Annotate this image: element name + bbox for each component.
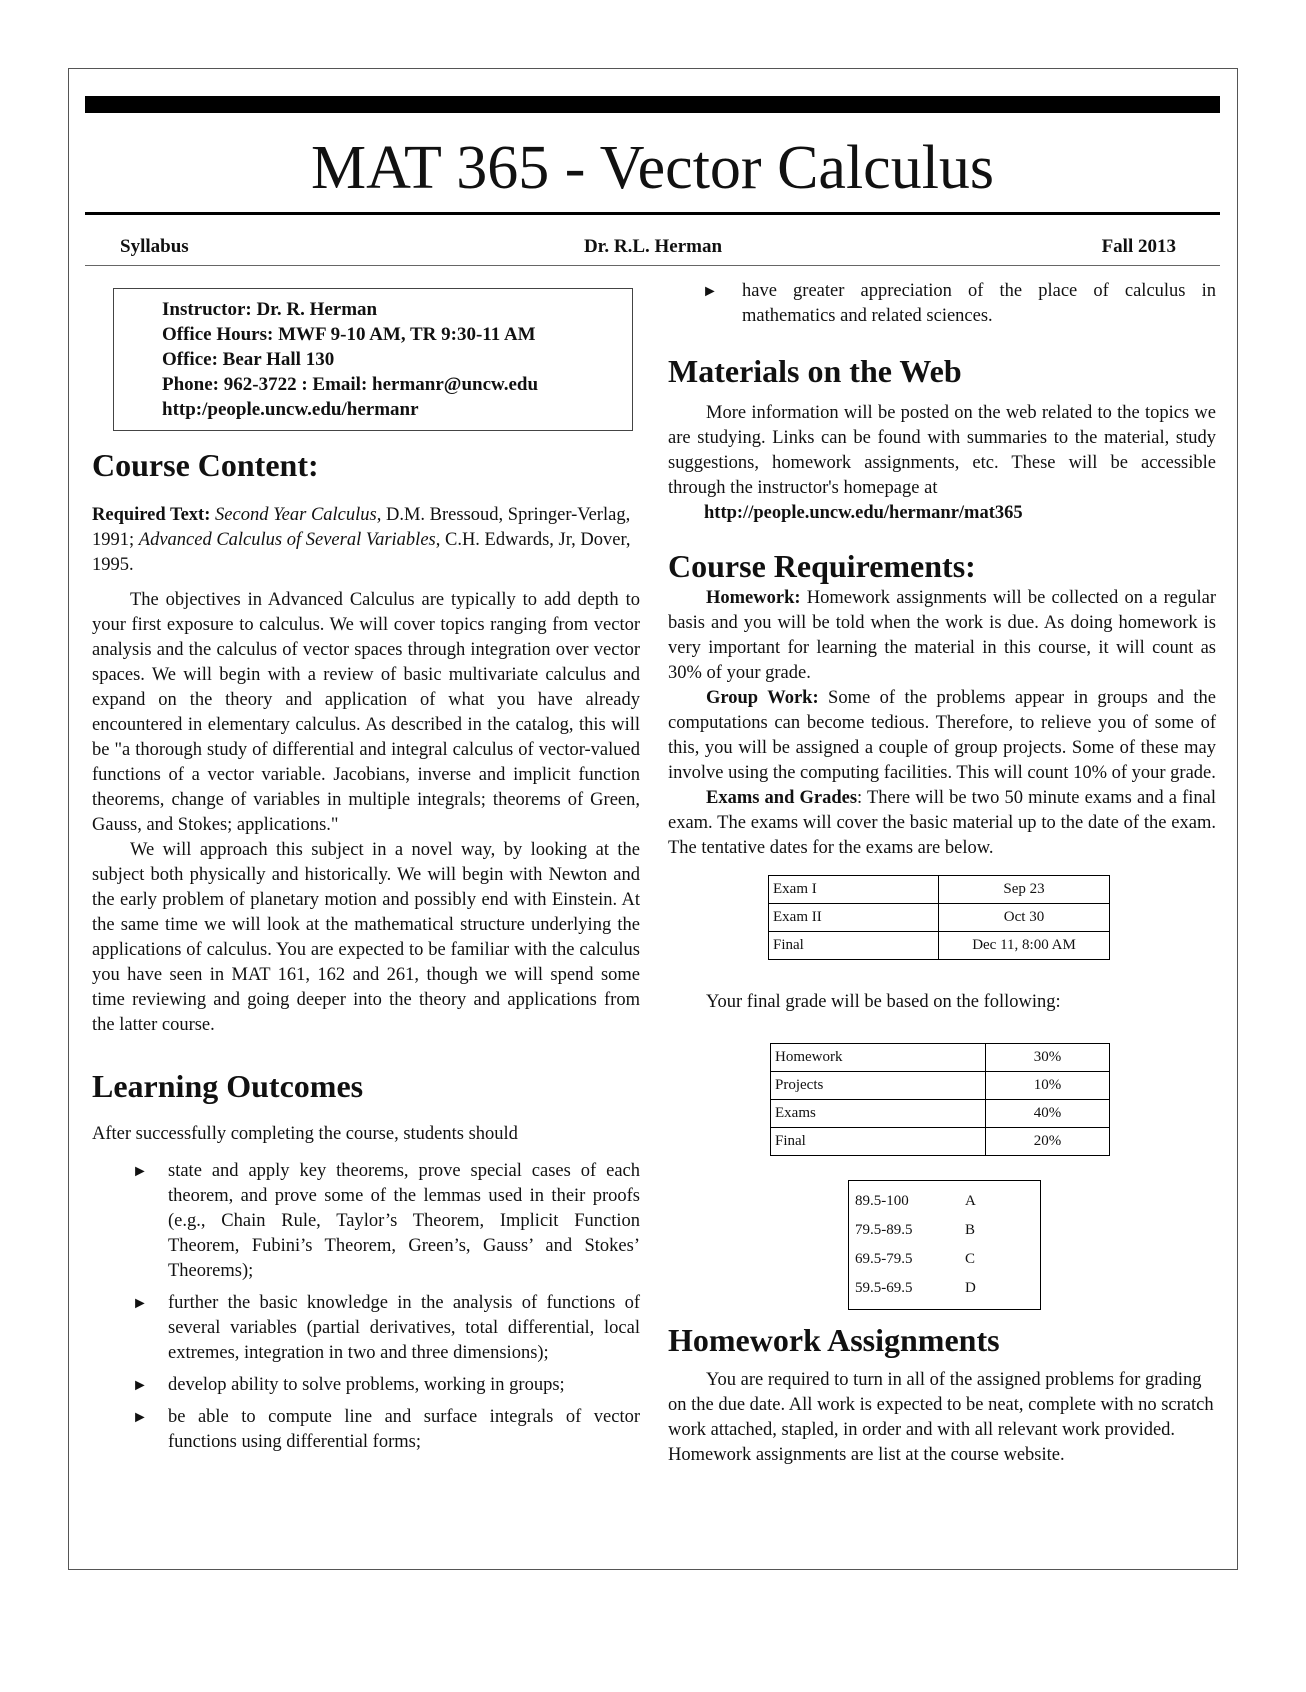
exam-dates-table (768, 875, 1110, 960)
exam-name: Exam II (769, 904, 939, 932)
list-item (92, 1159, 640, 1284)
requirements-heading: Course Requirements: (668, 548, 976, 584)
scale-range: 79.5-89.5 (855, 1222, 913, 1238)
table-row (769, 904, 1110, 932)
table-row (855, 1216, 1040, 1245)
group-work-paragraph (668, 686, 1216, 786)
outcome-text: further the basic knowledge in the analysis of functions of several variables (partial derivatives, total differential, local extremes, integration in two and three dimensions); (168, 1293, 640, 1363)
scale-range: 89.5-100 (855, 1193, 909, 1209)
weight-percent: 40% (986, 1100, 1110, 1128)
left-column (92, 288, 640, 1455)
grade-intro: Your final grade will be based on the following: (706, 992, 1061, 1012)
group-work-text: Some of the problems appear in groups and the computations can become tedious. Therefore, to relieve you of some of this, you will be assigned a couple of group projects. Some of these may involve using the computing facilities. This will count 10% of your grade. (668, 688, 1217, 783)
instructor-line: Instructor: Dr. R. Herman (162, 299, 378, 320)
weight-category: Homework (771, 1044, 986, 1072)
weight-category: Final (771, 1128, 986, 1156)
materials-text: More information will be posted on the web related to the topics we are studying. Links can be found with summaries to the material, study suggestions, homework assignments, etc. These will be accessible through the instructor's homepage at (668, 403, 1216, 498)
list-item (92, 1373, 640, 1398)
scale-letter: A (965, 1193, 976, 1209)
exams-paragraph (668, 786, 1216, 861)
book1-details: , D.M. Bressoud, Springer-Verlag, 1991; (92, 505, 631, 550)
table-row (769, 932, 1110, 960)
weight-percent: 10% (986, 1072, 1110, 1100)
instructor-info-box (113, 288, 633, 431)
weight-category: Exams (771, 1100, 986, 1128)
outcomes-list (92, 1159, 640, 1455)
outcomes-list-continued (668, 279, 1216, 329)
list-item (92, 1291, 640, 1366)
course-website-link[interactable]: http://people.uncw.edu/hermanr/mat365 (704, 503, 1023, 523)
subheader-rule (85, 265, 1220, 266)
table-row (855, 1187, 1040, 1216)
outcome-text: develop ability to solve problems, working in groups; (168, 1375, 565, 1395)
exam-date: Oct 30 (939, 904, 1110, 932)
homework-assignments-heading: Homework Assignments (668, 1322, 1000, 1358)
office-line: Office: Bear Hall 130 (162, 349, 335, 370)
page-title: MAT 365 - Vector Calculus (310, 134, 995, 202)
materials-heading: Materials on the Web (668, 353, 962, 389)
office-hours-line: Office Hours: MWF 9-10 AM, TR 9:30-11 AM (162, 324, 536, 345)
table-row (855, 1245, 1040, 1274)
header-bar (85, 96, 1220, 113)
list-item (92, 1405, 640, 1455)
table-row (771, 1044, 1110, 1072)
required-text-label: Required Text: (92, 505, 211, 525)
arrow-bullet-icon: ► (132, 1295, 148, 1312)
scale-range: 59.5-69.5 (855, 1280, 913, 1296)
exam-name: Exam I (769, 876, 939, 904)
subheader-left: Syllabus (120, 236, 189, 257)
phone-email-line: Phone: 962-3722 : Email: hermanr@uncw.edu (162, 374, 539, 395)
learning-outcomes-heading: Learning Outcomes (92, 1068, 364, 1104)
grade-scale-box (848, 1180, 1041, 1310)
table-row (769, 876, 1110, 904)
title-rule (85, 212, 1220, 215)
table-row (771, 1128, 1110, 1156)
grade-weights-table (770, 1043, 1110, 1156)
approach-paragraph: We will approach this subject in a novel way, by looking at the subject both physically and historically. We will begin with Newton and the early problem of planetary motion and possibly end with Einstein. At the same time we will look at the mathematical structure underlying the applications of calculus. You are expected to be familiar with the calculus you have seen in MAT 161, 162 and 261, though we will spend some time reviewing and going deeper into the theory and applications from the latter course. (92, 840, 640, 1035)
list-item (668, 279, 1216, 329)
scale-letter: B (965, 1222, 976, 1238)
arrow-bullet-icon: ► (132, 1377, 148, 1394)
outcomes-intro: After successfully completing the course, students should (92, 1124, 518, 1144)
table-row (771, 1072, 1110, 1100)
subheader-center: Dr. R.L. Herman (583, 236, 723, 257)
exam-date: Sep 23 (939, 876, 1110, 904)
homepage-link[interactable]: http:/people.uncw.edu/hermanr (162, 399, 419, 420)
book2-title: Advanced Calculus of Several Variables (138, 530, 436, 550)
arrow-bullet-icon: ► (702, 283, 718, 300)
outcome-text: have greater appreciation of the place of calculus in mathematics and related sciences. (742, 281, 1216, 326)
homework-label: Homework: (706, 588, 801, 608)
outcome-text: be able to compute line and surface integrals of vector functions using differential forms; (168, 1407, 640, 1452)
homework-assignments-text: You are required to turn in all of the assigned problems for grading on the due date. All work is expected to be neat, complete with no scratch work attached, stapled, in order and with all relevant work provided. Homework assignments are list at the course website. (668, 1370, 1214, 1465)
exams-label: Exams and Grades (706, 788, 858, 808)
required-text (92, 503, 640, 578)
table-row (855, 1274, 1040, 1303)
homework-text: Homework assignments will be collected on a regular basis and you will be told when the work is due. As doing homework is very important for learning the material in this course, it will count as 30% of your grade. (668, 588, 1216, 683)
weight-category: Projects (771, 1072, 986, 1100)
arrow-bullet-icon: ► (132, 1163, 148, 1180)
scale-range: 69.5-79.5 (855, 1251, 913, 1267)
exam-date: Dec 11, 8:00 AM (939, 932, 1110, 960)
group-work-label: Group Work: (706, 688, 819, 708)
arrow-bullet-icon: ► (132, 1409, 148, 1426)
weight-percent: 20% (986, 1128, 1110, 1156)
subheader-right: Fall 2013 (1101, 236, 1176, 257)
book2-details: , C.H. Edwards, Jr, Dover, 1995. (92, 530, 631, 575)
scale-letter: D (965, 1280, 976, 1296)
objectives-paragraph: The objectives in Advanced Calculus are typically to add depth to your first exposure to calculus. We will cover topics ranging from vector analysis and the calculus of vector spaces through integration over vector spaces. We will begin with a review of basic multivariate calculus and expand on the theory and application of what you have already encountered in elementary calculus. As described in the catalog, this will be "a thorough study of differential and integral calculus of vector-valued functions of a vector variable. Jacobians, inverse and implicit function theorems, change of variables in multiple integrals; theorems of Green, Gauss, and Stokes; applications." (92, 590, 640, 835)
weight-percent: 30% (986, 1044, 1110, 1072)
outcome-text: state and apply key theorems, prove special cases of each theorem, and prove some of the lemmas used in their proofs (e.g., Chain Rule, Taylor’s Theorem, Implicit Function Theorem, Fubini’s Theorem, Green’s, Gauss’ and Stokes’ Theorems); (168, 1161, 640, 1281)
right-column (668, 279, 1216, 1468)
scale-letter: C (965, 1251, 976, 1267)
exam-name: Final (769, 932, 939, 960)
book1-title: Second Year Calculus (215, 505, 377, 525)
homework-paragraph (668, 586, 1216, 686)
table-row (771, 1100, 1110, 1128)
course-content-heading: Course Content: (92, 447, 319, 483)
exams-text: : There will be two 50 minute exams and a final exam. The exams will cover the basic material up to the date of the exam. The tentative dates for the exams are below. (668, 788, 1216, 858)
